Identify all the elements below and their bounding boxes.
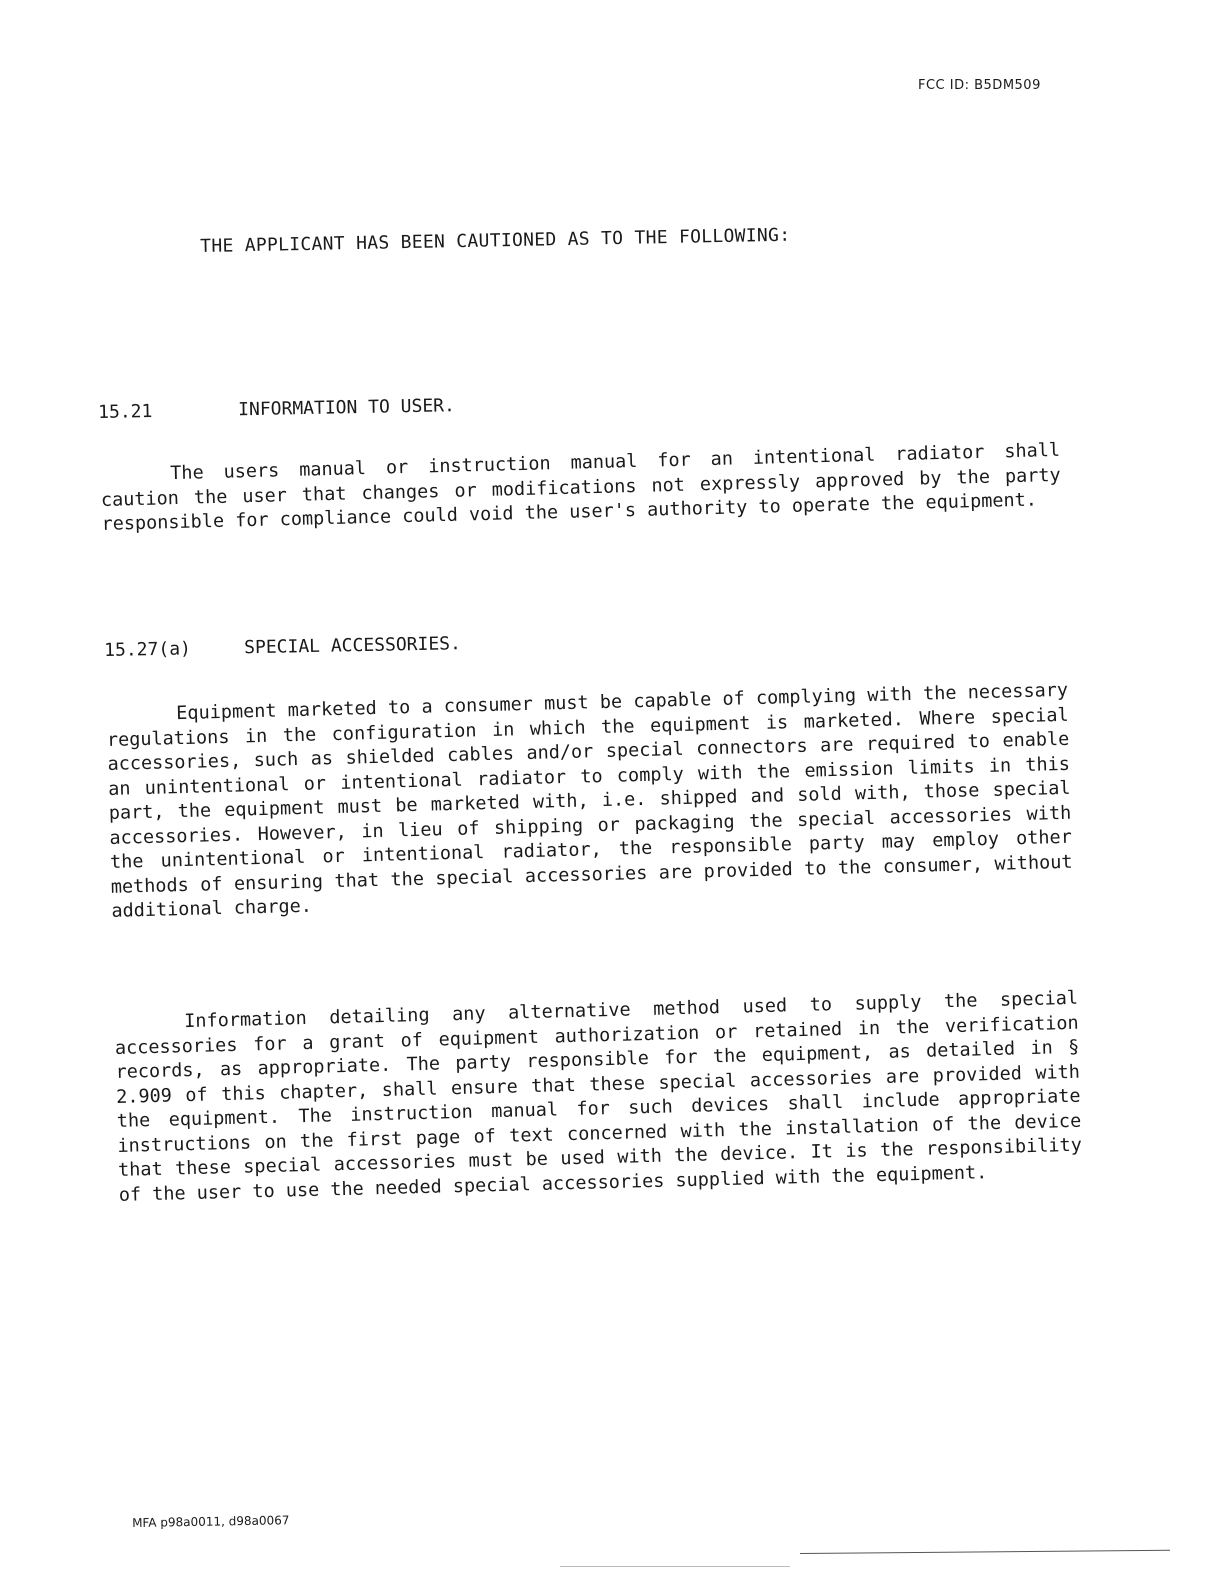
section-body-15-27a-paragraph-1 (106, 679, 1073, 925)
section-title-text: INFORMATION TO USER. (237, 395, 456, 421)
paragraph: Equipment marketed to a consumer must be capable of complying with the necessary regulations in the configuration in which the equipment is marketed. Where special accessories, such as shielded cables and/or special connectors are required to enable an unintentional or intentional radiator to comply with the emission limits in this part, the equipment must be marketed with, i.e. shipped and sold with, those special accessories. However, in lieu of shipping or packaging the special accessories with the unintentional or intentional radiator, the responsible party may employ other methods of ensuring that the special accessories are provided to the consumer, without additional charge. (106, 679, 1073, 922)
paragraph: Information detailing any alternative method used to supply the special accessories for a grant of equipment authorization or retained in the verification records, as appropriate. The party responsible for the equipment, as detailed in § 2.909 of this chapter, shall ensure that these special accessories are provided with the equipment. The instruction manual for such devices shall include appropriate instructions on the first page of text concerned with the installation of the device that these special accessories must be used with the device. It is the responsibility of the user to use the needed special accessories supplied with the equipment. (114, 987, 1083, 1206)
section-body-15-21 (100, 439, 1062, 538)
scan-edge-line (800, 1550, 1170, 1554)
paragraph: The users manual or instruction manual for an intentional radiator shall caution the user that changes or modifications not expressly approved by the party responsible for compliance could void the user's authority to operate the equipment. (100, 439, 1061, 535)
fcc-id-label: FCC ID: B5DM509 (918, 78, 1041, 93)
scan-edge-line (560, 1566, 790, 1567)
page-heading: THE APPLICANT HAS BEEN CAUTIONED AS TO THE FOLLOWING: (200, 224, 791, 257)
footer-reference: MFA p98a0011, d98a0067 (132, 1513, 290, 1530)
section-body-15-27a-paragraph-2 (114, 987, 1083, 1208)
section-title-15-21 (98, 395, 455, 423)
section-number: 15.27(a) (104, 638, 192, 661)
section-number: 15.21 (98, 400, 153, 423)
section-title-15-27a (104, 633, 461, 661)
section-title-text: SPECIAL ACCESSORIES. (243, 633, 462, 659)
